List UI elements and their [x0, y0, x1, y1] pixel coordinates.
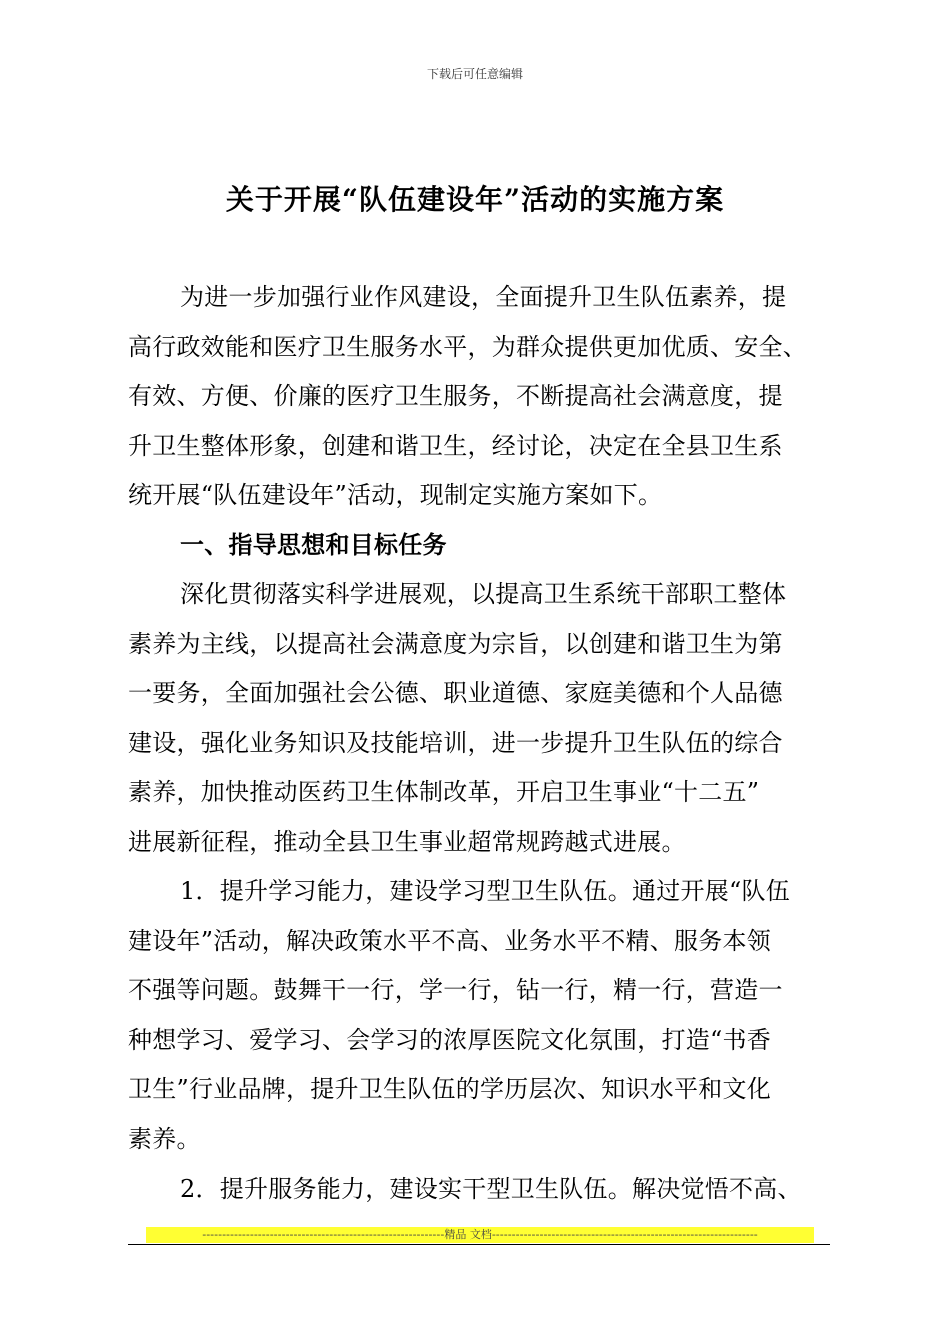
- text-line: 建设年”活动，解决政策水平不高、业务水平不精、服务本领: [128, 926, 772, 955]
- text-line: 一要务，全面加强社会公德、职业道德、家庭美德和个人品德: [128, 679, 783, 707]
- text-line: 2．提升服务能力，建设实干型卫生队伍。解决觉悟不高、: [180, 1175, 802, 1203]
- text-line: 深化贯彻落实科学进展观，以提高卫生系统干部职工整体: [180, 580, 787, 608]
- paragraph-intro: [128, 273, 828, 521]
- text-line: 素养。: [128, 1124, 201, 1153]
- footer-watermark-band: -------------------------------------------------------------精品 文档-------------------------------------------------------------------: [146, 1227, 814, 1243]
- text-line: 种想学习、爱学习、会学习的浓厚医院文化氛围，打造“书香: [128, 1025, 772, 1054]
- text-line: 有效、方便、价廉的医疗卫生服务，不断提高社会满意度，提: [128, 382, 783, 410]
- text-line: 统开展“队伍建设年”活动，现制定实施方案如下。: [128, 481, 663, 509]
- text-line: 1．提升学习能力，建设学习型卫生队伍。通过开展“队伍: [180, 877, 791, 905]
- paragraph-item-1: [128, 867, 828, 1164]
- header-note: 下载后可任意编辑: [426, 67, 523, 81]
- text-line: 不强等问题。鼓舞干一行，学一行，钻一行，精一行，营造一: [128, 976, 783, 1004]
- text-line: 素养为主线，以提高社会满意度为宗旨，以创建和谐卫生为第: [128, 629, 783, 658]
- text-line: 为进一步加强行业作风建设，全面提升卫生队伍素养，提: [180, 283, 787, 311]
- footer-divider: [128, 1244, 830, 1245]
- heading-text: 一、指导思想和目标任务: [180, 531, 447, 559]
- paragraph-item-2: [128, 1165, 828, 1215]
- text-line: 建设，强化业务知识及技能培训，进一步提升卫生队伍的综合: [128, 728, 783, 757]
- text-line: 进展新征程，推动全县卫生事业超常规跨越式进展。: [128, 827, 686, 856]
- section-heading: [128, 521, 828, 571]
- document-title: 关于开展“队伍建设年”活动的实施方案: [225, 183, 725, 216]
- text-line: 高行政效能和医疗卫生服务水平，为群众提供更加优质、安全、: [128, 332, 807, 361]
- text-line: 卫生”行业品牌，提升卫生队伍的学历层次、知识水平和文化: [128, 1075, 772, 1103]
- paragraph-guiding-thought: [128, 570, 828, 867]
- text-line: 素养，加快推动医药卫生体制改革，开启卫生事业“十二五”: [128, 778, 760, 806]
- text-line: 升卫生整体形象，创建和谐卫生，经讨论，决定在全县卫生系: [128, 431, 783, 460]
